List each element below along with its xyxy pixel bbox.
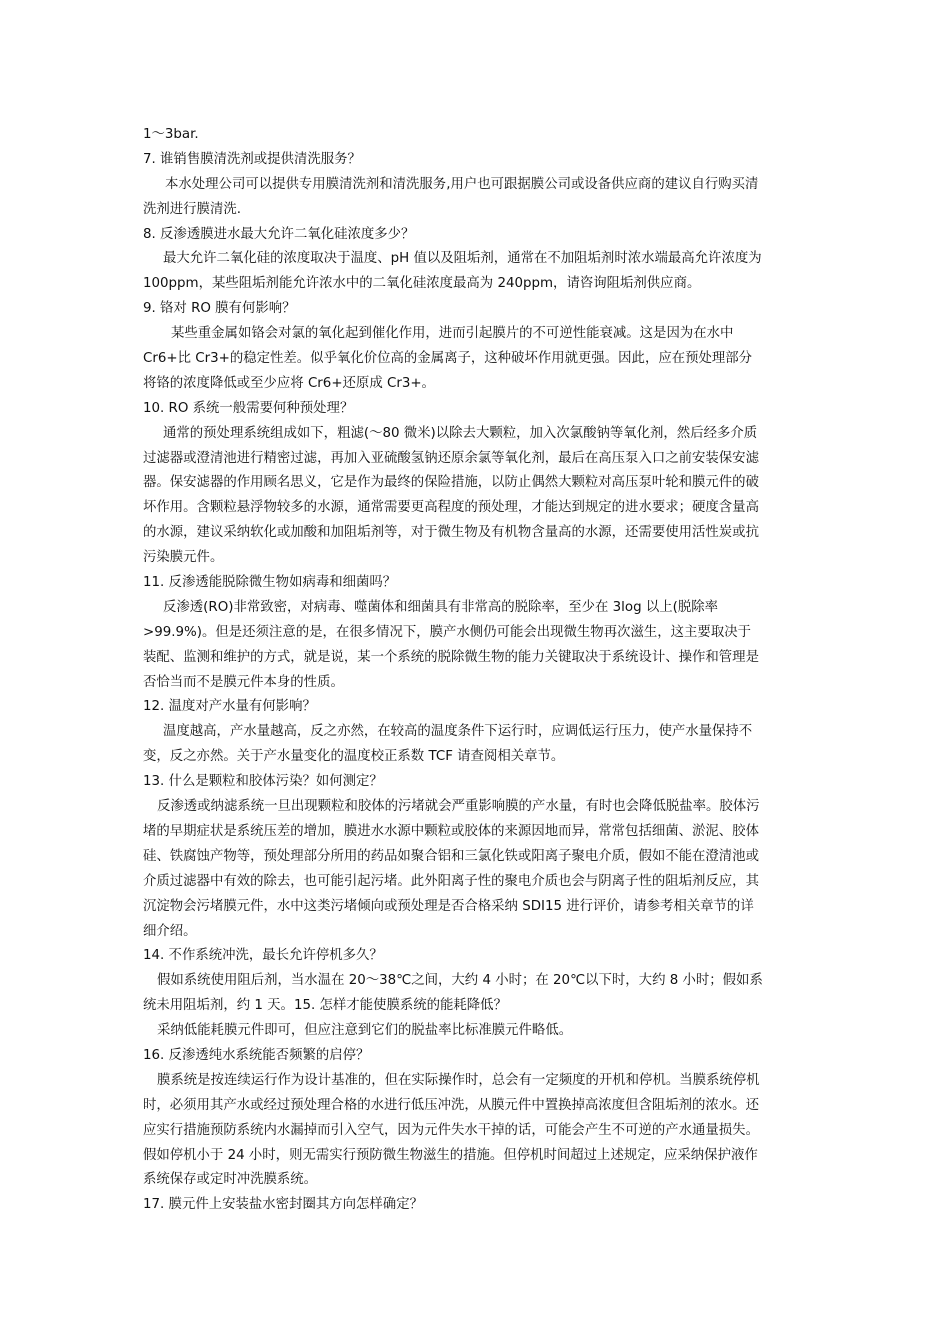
- text-line: 污染膜元件。: [143, 550, 224, 566]
- question-heading: 12. 温度对产水量有何影响？: [143, 699, 316, 715]
- text-line: Cr6+比 Cr3+的稳定性差。似乎氧化价位高的金属离子，这种破坏作用就更强。因此，应在预处理部分: [143, 351, 753, 367]
- text-line: >99.9%)。但是还须注意的是，在很多情况下，膜产水侧仍可能会出现微生物再次滋生，这主要取决于: [143, 624, 751, 640]
- text-line: 装配、监测和维护的方式，就是说，某一个系统的脱除微生物的能力关键取决于系统设计、操作和管理是: [143, 649, 759, 665]
- question-heading: 16. 反渗透纯水系统能否频繁的启停？: [143, 1047, 370, 1063]
- question-heading: 14. 不作系统冲洗，最长允许停机多久？: [143, 948, 383, 964]
- text-line: 反渗透(RO)非常致密，对病毒、噬菌体和细菌具有非常高的脱除率，至少在 3log 以上(脱除率: [163, 599, 719, 615]
- text-line: 100ppm，某些阻垢剂能允许浓水中的二氧化硅浓度最高为 240ppm，请咨询阻垢剂供应商。: [143, 276, 701, 292]
- text-line: 将铬的浓度降低或至少应将 Cr6+还原成 Cr3+。: [143, 375, 435, 391]
- text-line: 温度越高，产水量越高，反之亦然，在较高的温度条件下运行时，应调低运行压力，使产水量保持不: [163, 724, 753, 740]
- text-line: 沉淀物会污堵膜元件，水中这类污堵倾向或预处理是否合格采纳 SDI15 进行评价，请参考相关章节的详: [143, 898, 754, 914]
- text-line: 反渗透或纳滤系统一旦出现颗粒和胶体的污堵就会严重影响膜的产水量，有时也会降低脱盐率。胶体污: [157, 799, 760, 815]
- question-heading: 13. 什么是颗粒和胶体污染？如何测定？: [143, 774, 383, 790]
- text-line: 硅、铁腐蚀产物等，预处理部分所用的药品如聚合铝和三氯化铁或阳离子聚电介质，假如不能在澄清池或: [143, 848, 759, 864]
- text-line: 的水源，建议采纳软化或加酸和加阻垢剂等，对于微生物及有机物含量高的水源，还需要使用活性炭或抗: [143, 525, 759, 541]
- text-line: 假如停机小于 24 小时，则无需实行预防微生物滋生的措施。但停机时间超过上述规定，应采纳保护液作: [143, 1147, 758, 1163]
- text-line: 洗剂进行膜清洗.: [143, 201, 241, 217]
- text-line: 最大允许二氧化硅的浓度取决于温度、pH 值以及阻垢剂，通常在不加阻垢剂时浓水端最高允许浓度为: [163, 251, 762, 267]
- text-line: 应实行措施预防系统内水漏掉而引入空气，因为元件失水干掉的话，可能会产生不可逆的产水通量损失。: [143, 1122, 759, 1138]
- text-line: 通常的预处理系统组成如下，粗滤(～80 微米)以除去大颗粒，加入次氯酸钠等氧化剂，然后经多介质: [163, 425, 758, 441]
- text-line: 采纳低能耗膜元件即可，但应注意到它们的脱盐率比标准膜元件略低。: [157, 1023, 573, 1039]
- text-line: 器。保安滤器的作用顾名思义，它是作为最终的保险措施，以防止偶然大颗粒对高压泵叶轮和膜元件的破: [143, 475, 759, 491]
- text-line: 介质过滤器中有效的除去，也可能引起污堵。此外阳离子性的聚电介质也会与阴离子性的阻垢剂反应，其: [143, 873, 759, 889]
- text-line: 某些重金属如铬会对氯的氧化起到催化作用，进而引起膜片的不可逆性能衰减。这是因为在水中: [171, 326, 734, 342]
- text-line: 统未用阻垢剂，约 1 天。15. 怎样才能使膜系统的能耗降低？: [143, 998, 507, 1014]
- text-line: 堵的早期症状是系统压差的增加，膜进水水源中颗粒或胶体的来源因地而异，常常包括细菌、淤泥、胶体: [143, 823, 759, 839]
- question-heading: 8. 反渗透膜进水最大允许二氧化硅浓度多少？: [143, 226, 415, 242]
- question-heading: 10. RO 系统一般需要何种预处理？: [143, 400, 354, 416]
- document-page: [143, 123, 808, 1218]
- question-heading: 9. 铬对 RO 膜有何影响？: [143, 301, 296, 317]
- text-line: 坏作用。含颗粒悬浮物较多的水源，通常需要更高程度的预处理，才能达到规定的进水要求；硬度含量高: [143, 500, 759, 516]
- text-line: 过滤器或澄清池进行精密过滤，再加入亚硫酸氢钠还原余氯等氧化剂，最后在高压泵入口之前安装保安滤: [143, 450, 759, 466]
- text-line: 膜系统是按连续运行作为设计基准的，但在实际操作时，总会有一定频度的开机和停机。当膜系统停机: [157, 1072, 760, 1088]
- question-heading: 17. 膜元件上安装盐水密封圈其方向怎样确定？: [143, 1197, 423, 1213]
- text-line: 本水处理公司可以提供专用膜清洗剂和清洗服务,用户也可跟据膜公司或设备供应商的建议自行购买清: [165, 176, 759, 192]
- text-line: 1～3bar.: [143, 127, 199, 142]
- text-line: 假如系统使用阻后剂，当水温在 20～38℃之间，大约 4 小时；在 20℃以下时，大约 8 小时；假如系: [157, 973, 763, 989]
- text-line: 时，必须用其产水或经过预处理合格的水进行低压冲洗，从膜元件中置换掉高浓度但含阻垢剂的浓水。还: [143, 1097, 759, 1113]
- question-heading: 11. 反渗透能脱除微生物如病毒和细菌吗？: [143, 575, 397, 591]
- text-line: 系统保存或定时冲洗膜系统。: [143, 1172, 318, 1188]
- text-line: 否恰当而不是膜元件本身的性质。: [143, 674, 344, 690]
- text-line: 变，反之亦然。关于产水量变化的温度校正系数 TCF 请查阅相关章节。: [143, 749, 565, 765]
- text-line: 细介绍。: [143, 923, 197, 939]
- question-heading: 7. 谁销售膜清洗剂或提供清洗服务？: [143, 151, 361, 167]
